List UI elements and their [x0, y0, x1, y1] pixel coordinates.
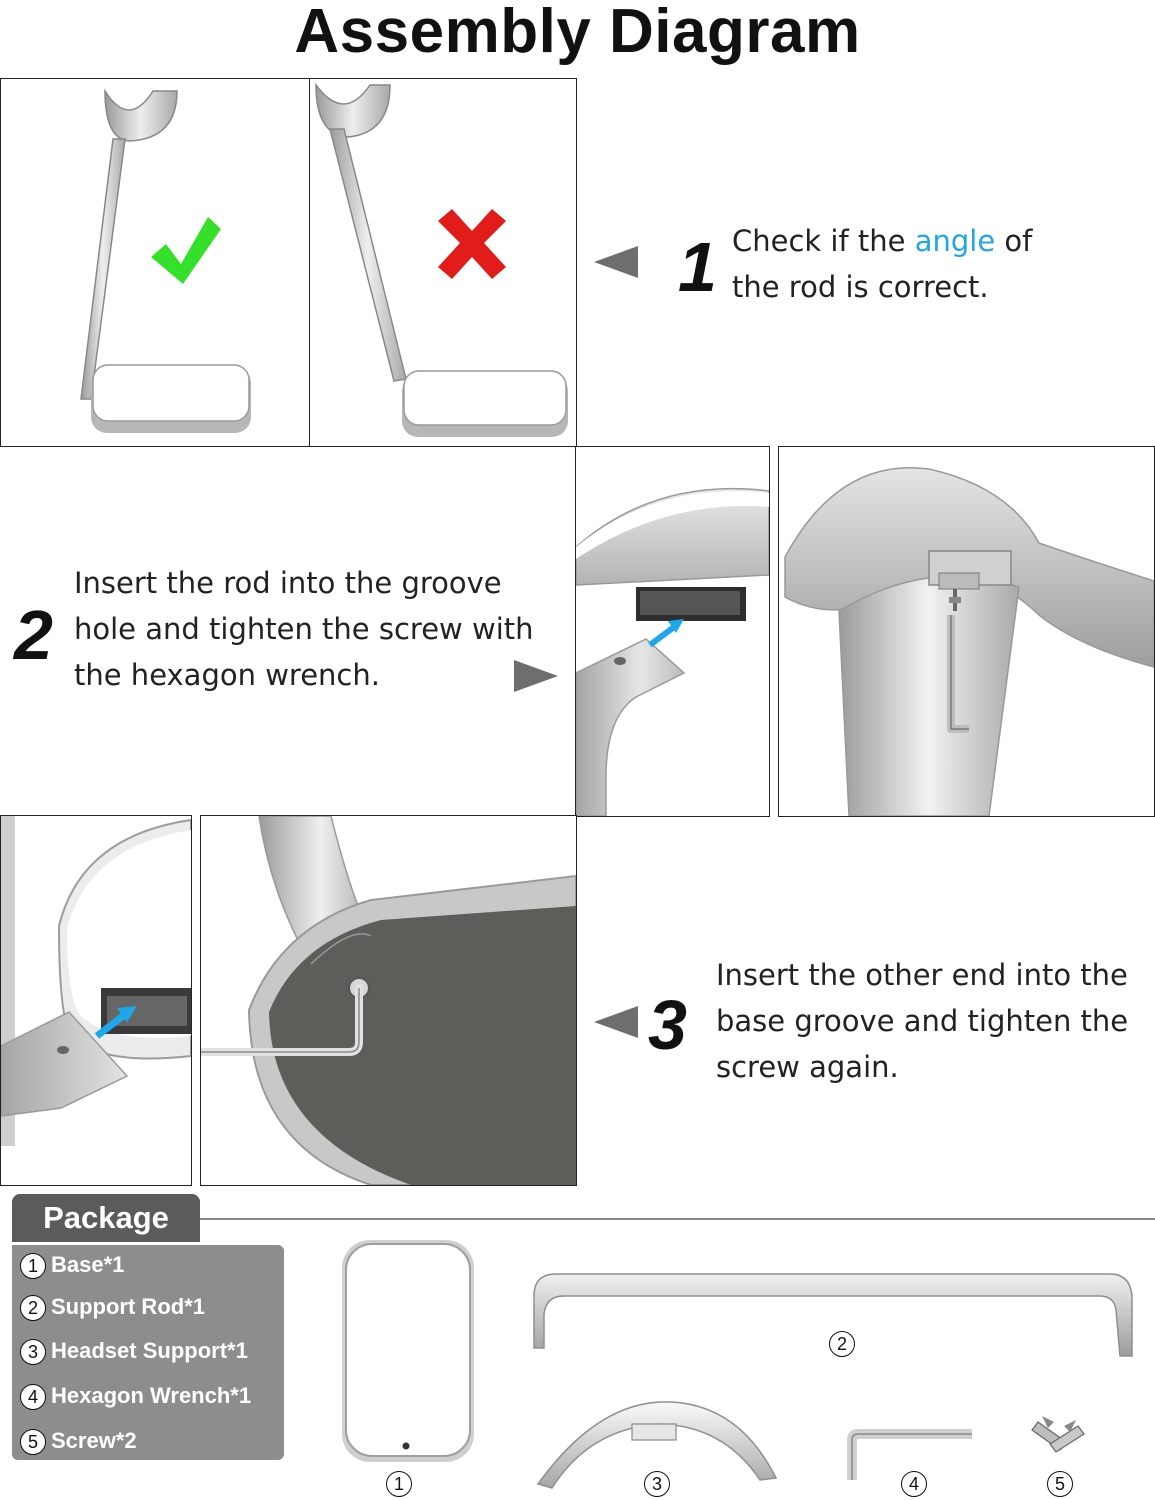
package-item-number: 3	[20, 1339, 46, 1365]
step-3-line-1: Insert the other end into the	[716, 958, 1128, 992]
package-list	[12, 1245, 284, 1460]
step-1-text	[732, 218, 1032, 310]
cross-icon	[438, 209, 506, 279]
part-label-1: 1	[386, 1471, 412, 1497]
package-item-label: Screw*2	[51, 1428, 137, 1453]
step-3-line-2: base groove and tighten the	[716, 1004, 1129, 1038]
package-item-number: 4	[20, 1384, 46, 1410]
base-groove-panel	[0, 815, 192, 1186]
screw-tighten-panel	[778, 446, 1155, 817]
step-1-line-2: the rod is correct.	[732, 270, 989, 304]
step-2-number: 2	[14, 596, 53, 674]
part-label-5: 5	[1047, 1471, 1073, 1497]
package-tab: Package	[12, 1194, 200, 1242]
step-1-number: 1	[678, 228, 717, 306]
package-item-label: Support Rod*1	[51, 1294, 205, 1319]
parts-illustration	[320, 1230, 1140, 1500]
page-title: Assembly Diagram	[294, 0, 861, 66]
step-2-line-2: hole and tighten the screw with	[74, 612, 534, 646]
package-item-label: Base*1	[51, 1252, 125, 1277]
correct-angle-panel	[0, 78, 311, 448]
package-item-number: 1	[20, 1253, 46, 1279]
package-item	[20, 1250, 124, 1280]
screws-part	[1032, 1416, 1084, 1452]
base-screw-panel	[200, 815, 577, 1186]
package-item	[20, 1336, 248, 1366]
step-3-line-3: screw again.	[716, 1050, 899, 1084]
triangle-arrow-icon	[594, 1006, 638, 1038]
package-item	[20, 1426, 137, 1456]
step-2-text	[74, 560, 534, 698]
step-1-text-end: of	[995, 224, 1033, 258]
package-divider	[200, 1218, 1155, 1220]
package-item-number: 2	[20, 1295, 46, 1321]
package-item-number: 5	[20, 1429, 46, 1455]
pointer-arrow-icon	[650, 619, 684, 645]
step-1-highlight: angle	[914, 224, 996, 258]
step-1-text-start: Check if the	[732, 224, 915, 258]
part-label-4: 4	[901, 1471, 927, 1497]
step-2-line-3: the hexagon wrench.	[74, 658, 380, 692]
base-part	[342, 1240, 474, 1462]
part-label-3: 3	[644, 1471, 670, 1497]
part-label-2: 2	[829, 1331, 855, 1357]
step-3-text	[716, 952, 1128, 1090]
package-item	[20, 1292, 205, 1322]
triangle-arrow-icon	[594, 246, 638, 278]
package-item-label: Headset Support*1	[51, 1338, 248, 1363]
check-icon	[151, 217, 221, 284]
triangle-arrow-icon	[514, 660, 558, 692]
rod-insert-panel	[575, 446, 770, 817]
step-2-line-1: Insert the rod into the groove	[74, 566, 502, 600]
step-3-number: 3	[648, 986, 687, 1064]
wrong-angle-panel	[309, 78, 577, 448]
package-item	[20, 1381, 251, 1411]
package-item-label: Hexagon Wrench*1	[51, 1383, 252, 1408]
